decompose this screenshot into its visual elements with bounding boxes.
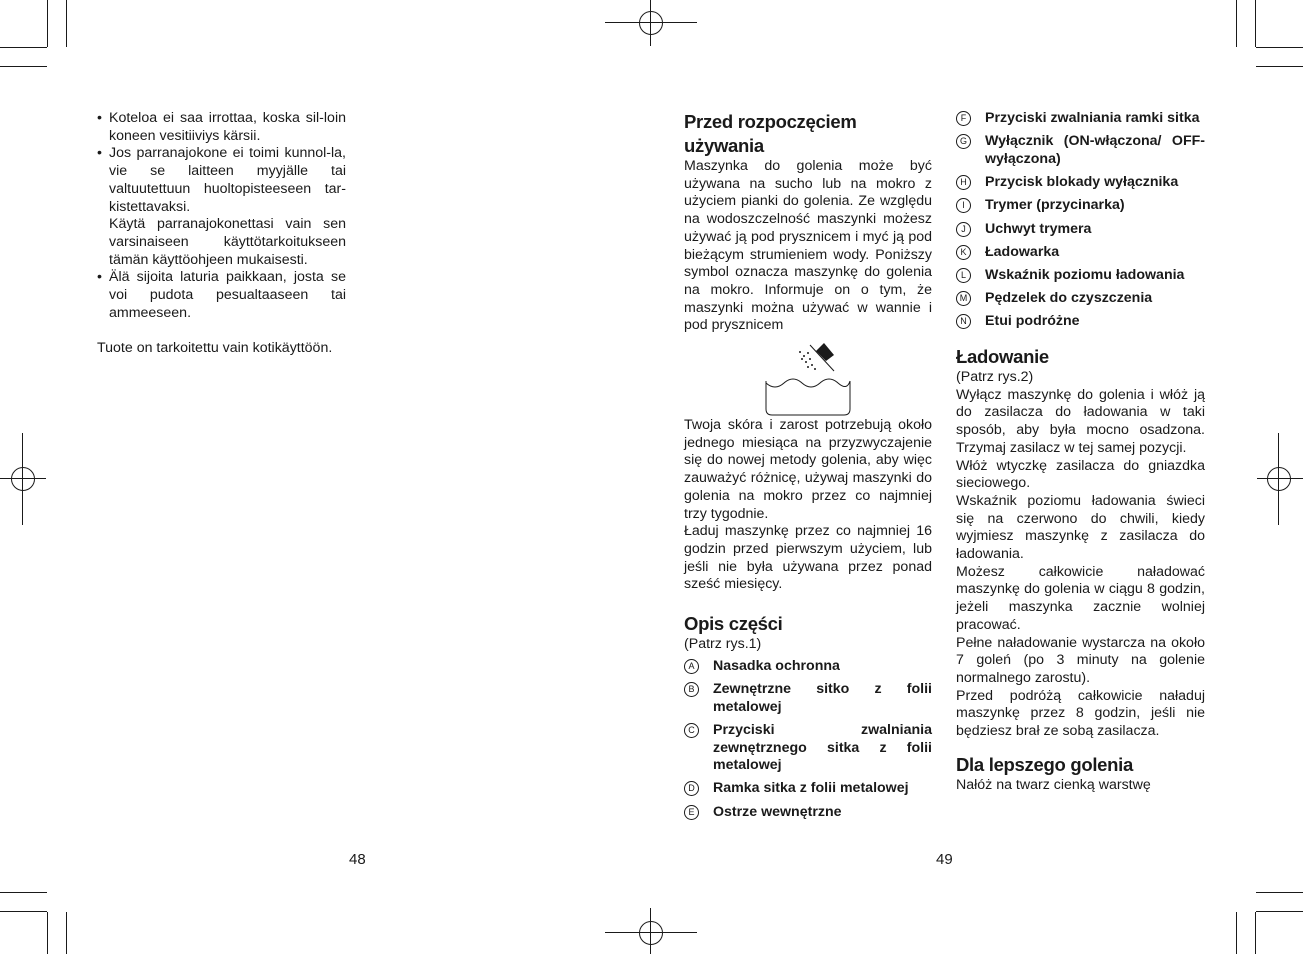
part-marker: G	[956, 134, 971, 149]
part-marker: K	[956, 245, 971, 260]
list-item: D Ramka sitka z folii metalowej	[684, 780, 932, 798]
list-item: A Nasadka ochronna	[684, 658, 932, 676]
part-marker: F	[956, 111, 971, 126]
page-number-left: 48	[349, 851, 366, 868]
right-page-column-2	[956, 110, 1205, 795]
part-marker: I	[956, 198, 971, 213]
list-item: K Ładowarka	[956, 244, 1205, 262]
part-marker: D	[684, 781, 699, 796]
right-page-column-1	[684, 110, 932, 827]
list-item: • Jos parranajokone ei toimi kunnol-la, vie se laitteen myyjälle tai valtuutettuun huoltopisteeseen tar-kistettavaksi. Käytä parranajokonettasi vain sen varsinaiseen käyttötarkoitukseen tämän käyttöohjeen mukaisesti.	[97, 145, 346, 269]
part-marker: J	[956, 222, 971, 237]
part-marker: M	[956, 291, 971, 306]
list-item: E Ostrze wewnętrzne	[684, 804, 932, 822]
parts-ref: (Patrz rys.1)	[684, 636, 762, 653]
paragraph: Przed podróżą całkowicie naładuj maszynkę przez 8 godzin, jeśli nie będziesz brał ze sobą zasilacza.	[956, 687, 1205, 740]
part-marker: A	[684, 659, 699, 674]
parts-list-2	[956, 110, 1205, 331]
part-marker: B	[684, 682, 699, 697]
wet-shave-shower-icon	[684, 335, 932, 417]
paragraph: Pełne naładowanie wystarcza na około 7 goleń (po 3 minuty na golenie normalnego zarostu).	[956, 634, 1205, 686]
warning-list	[97, 110, 346, 322]
paragraph: Wskaźnik poziomu ładowania świeci się na czerwono do chwili, kiedy wyjmiesz maszynkę z zasilacza do ładowania.	[956, 492, 1205, 563]
list-item-extra: Käytä parranajokonettasi vain sen varsinaiseen käyttötarkoitukseen tämän käyttöohjeen mukaisesti.	[109, 216, 346, 268]
list-item: B Zewnętrzne sitko z folii metalowej	[684, 681, 932, 716]
heading-charging: Ładowanie	[956, 346, 1049, 368]
list-item: F Przyciski zwalniania ramki sitka	[956, 110, 1205, 128]
list-item: C Przyciski zwalniania zewnętrznego sitka z folii metalowej	[684, 722, 932, 775]
parts-list-1	[684, 658, 932, 822]
list-item: J Uchwyt trymera	[956, 221, 1205, 239]
list-item: • Älä sijoita laturia paikkaan, josta se voi pudota pesualtaaseen tai ammeeseen.	[97, 269, 346, 322]
list-item: I Trymer (przycinarka)	[956, 197, 1205, 215]
paragraph: Nałóż na twarz cienką warstwę	[956, 776, 1151, 793]
paragraph: Maszynka do golenia może być używana na sucho lub na mokro z użyciem pianki do golenia. Ze względu na wodoszczelność maszynki możesz używać ją pod prysznicem i myć ją pod bieżącym strumieniem wody. Poniższy symbol oznacza maszynkę do golenia na mokro. Informuje on o tym, że maszynki można używać w wannie i pod prysznicem	[684, 158, 932, 334]
list-item: G Wyłącznik (ON-włączona/ OFF-wyłączona)	[956, 133, 1205, 168]
heading-parts: Opis części	[684, 613, 783, 635]
list-item: H Przycisk blokady wyłącznika	[956, 174, 1205, 192]
left-page-column	[97, 110, 346, 358]
page-number-right: 49	[936, 851, 953, 868]
list-item: L Wskaźnik poziomu ładowania	[956, 267, 1205, 285]
part-marker: H	[956, 175, 971, 190]
heading-before-use: Przed rozpoczęciem używania	[684, 111, 857, 156]
list-item: N Etui podróżne	[956, 313, 1205, 331]
paragraph: Włóż wtyczkę zasilacza do gniazdka sieciowego.	[956, 457, 1205, 492]
list-item: M Pędzelek do czyszczenia	[956, 290, 1205, 308]
part-marker: C	[684, 723, 699, 738]
list-item: • Koteloa ei saa irrottaa, koska sil-loin koneen vesitiiviys kärsii.	[97, 110, 346, 145]
home-use-note: Tuote on tarkoitettu vain kotikäyttöön.	[97, 340, 333, 357]
part-marker: E	[684, 805, 699, 820]
paragraph: Możesz całkowicie naładować maszynkę do golenia w ciągu 8 godzin, jeżeli maszynka zacznie wolniej pracować.	[956, 563, 1205, 633]
charging-ref: (Patrz rys.2)	[956, 369, 1034, 386]
part-marker: N	[956, 314, 971, 329]
paragraph: Ładuj maszynkę przez co najmniej 16 godzin przed pierwszym użyciem, lub jeśli nie była używana przez ponad sześć miesięcy.	[684, 523, 932, 593]
paragraph: Wyłącz maszynkę do golenia i włóż ją do zasilacza do ładowania w taki sposób, aby była mocno osadzona. Trzymaj zasilacz w tej samej pozycji.	[956, 386, 1205, 456]
part-marker: L	[956, 268, 971, 283]
heading-better-shave: Dla lepszego golenia	[956, 753, 1133, 775]
paragraph: Twoja skóra i zarost potrzebują około jednego miesiąca na przyzwyczajenie się do nowej metody golenia, aby więc zauważyć różnicę, używaj maszynki do golenia na mokro przez co najmniej trzy tygodnie.	[684, 417, 932, 522]
